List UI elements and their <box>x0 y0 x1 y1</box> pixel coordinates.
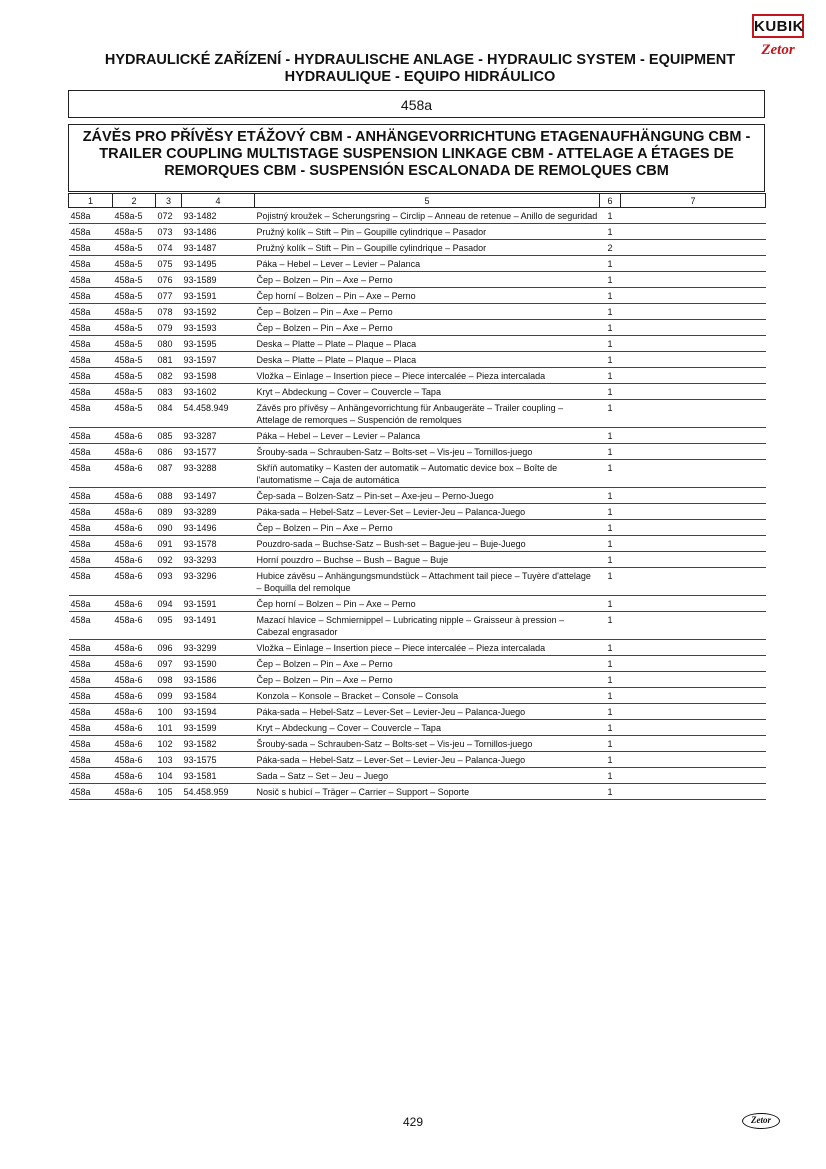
quantity-cell: 1 <box>600 504 621 520</box>
position-cell: 096 <box>156 640 182 656</box>
illustration-cell: 458a-5 <box>113 288 156 304</box>
note-cell <box>621 488 766 504</box>
position-cell: 089 <box>156 504 182 520</box>
position-cell: 103 <box>156 752 182 768</box>
quantity-cell: 1 <box>600 368 621 384</box>
group-cell: 458a <box>69 672 113 688</box>
illustration-cell: 458a-6 <box>113 656 156 672</box>
table-row <box>69 208 766 224</box>
illustration-cell: 458a-5 <box>113 368 156 384</box>
illustration-cell: 458a-6 <box>113 640 156 656</box>
position-cell: 090 <box>156 520 182 536</box>
note-cell <box>621 256 766 272</box>
group-cell: 458a <box>69 596 113 612</box>
footer-zetor-logo: Zetor <box>742 1113 780 1129</box>
kubik-logo: KUBIK <box>752 14 804 38</box>
description-cell: Čep – Bolzen – Pin – Axe – Perno <box>255 320 600 336</box>
group-cell: 458a <box>69 288 113 304</box>
position-cell: 104 <box>156 768 182 784</box>
position-cell: 073 <box>156 224 182 240</box>
part-number-cell: 93-1497 <box>182 488 255 504</box>
part-number-cell: 93-3287 <box>182 428 255 444</box>
column-header: 5 <box>255 194 600 208</box>
table-row <box>69 320 766 336</box>
table-row <box>69 536 766 552</box>
quantity-cell: 1 <box>600 428 621 444</box>
position-cell: 080 <box>156 336 182 352</box>
part-number-cell: 93-1591 <box>182 596 255 612</box>
description-cell: Šrouby-sada – Schrauben-Satz – Bolts-set – Vis-jeu – Tornillos-juego <box>255 736 600 752</box>
table-row <box>69 224 766 240</box>
position-cell: 091 <box>156 536 182 552</box>
position-cell: 092 <box>156 552 182 568</box>
position-cell: 100 <box>156 704 182 720</box>
group-cell: 458a <box>69 752 113 768</box>
note-cell <box>621 640 766 656</box>
illustration-cell: 458a-5 <box>113 240 156 256</box>
part-number-cell: 93-1487 <box>182 240 255 256</box>
part-number-cell: 93-1486 <box>182 224 255 240</box>
part-number-cell: 93-1595 <box>182 336 255 352</box>
parts-table-body <box>69 208 766 800</box>
description-cell: Páka – Hebel – Lever – Levier – Palanca <box>255 428 600 444</box>
note-cell <box>621 460 766 488</box>
note-cell <box>621 400 766 428</box>
quantity-cell: 2 <box>600 240 621 256</box>
quantity-cell: 1 <box>600 552 621 568</box>
group-cell: 458a <box>69 400 113 428</box>
group-cell: 458a <box>69 688 113 704</box>
note-cell <box>621 208 766 224</box>
table-row <box>69 612 766 640</box>
group-cell: 458a <box>69 656 113 672</box>
group-cell: 458a <box>69 736 113 752</box>
illustration-cell: 458a-6 <box>113 488 156 504</box>
note-cell <box>621 336 766 352</box>
quantity-cell: 1 <box>600 460 621 488</box>
illustration-cell: 458a-6 <box>113 752 156 768</box>
position-cell: 081 <box>156 352 182 368</box>
note-cell <box>621 704 766 720</box>
description-cell: Čep – Bolzen – Pin – Axe – Perno <box>255 520 600 536</box>
quantity-cell: 1 <box>600 520 621 536</box>
group-cell: 458a <box>69 304 113 320</box>
quantity-cell: 1 <box>600 304 621 320</box>
description-cell: Závěs pro přívěsy – Anhängevorrichtung für Anbaugeräte – Trailer coupling – Attelage de remorques – Suspención de remolques <box>255 400 600 428</box>
table-row <box>69 460 766 488</box>
quantity-cell: 1 <box>600 384 621 400</box>
description-cell: Pouzdro-sada – Buchse-Satz – Bush-set – Bague-jeu – Buje-Juego <box>255 536 600 552</box>
column-header: 2 <box>113 194 156 208</box>
description-cell: Vložka – Einlage – Insertion piece – Piece intercalée – Pieza intercalada <box>255 640 600 656</box>
position-cell: 086 <box>156 444 182 460</box>
part-number-cell: 54.458.949 <box>182 400 255 428</box>
note-cell <box>621 384 766 400</box>
table-row <box>69 272 766 288</box>
description-cell: Čep – Bolzen – Pin – Axe – Perno <box>255 656 600 672</box>
note-cell <box>621 288 766 304</box>
illustration-cell: 458a-5 <box>113 400 156 428</box>
quantity-cell: 1 <box>600 224 621 240</box>
quantity-cell: 1 <box>600 352 621 368</box>
description-cell: Šrouby-sada – Schrauben-Satz – Bolts-set – Vis-jeu – Tornillos-juego <box>255 444 600 460</box>
position-cell: 077 <box>156 288 182 304</box>
note-cell <box>621 536 766 552</box>
position-cell: 076 <box>156 272 182 288</box>
illustration-cell: 458a-6 <box>113 784 156 800</box>
group-cell: 458a <box>69 320 113 336</box>
part-number-cell: 93-1597 <box>182 352 255 368</box>
group-cell: 458a <box>69 568 113 596</box>
group-title-line-3: REMORQUES CBM - SUSPENSIÓN ESCALONADA DE REMOLQUES CBM <box>164 163 669 179</box>
note-cell <box>621 224 766 240</box>
description-cell: Kryt – Abdeckung – Cover – Couvercle – Tapa <box>255 384 600 400</box>
position-cell: 098 <box>156 672 182 688</box>
group-cell: 458a <box>69 384 113 400</box>
illustration-cell: 458a-5 <box>113 304 156 320</box>
table-row <box>69 656 766 672</box>
description-cell: Páka-sada – Hebel-Satz – Lever-Set – Levier-Jeu – Palanca-Juego <box>255 704 600 720</box>
table-row <box>69 720 766 736</box>
illustration-cell: 458a-6 <box>113 428 156 444</box>
table-row <box>69 784 766 800</box>
description-cell: Čep – Bolzen – Pin – Axe – Perno <box>255 272 600 288</box>
table-row <box>69 240 766 256</box>
note-cell <box>621 272 766 288</box>
quantity-cell: 1 <box>600 596 621 612</box>
note-cell <box>621 352 766 368</box>
description-cell: Pružný kolík – Stift – Pin – Goupille cylindrique – Pasador <box>255 240 600 256</box>
note-cell <box>621 784 766 800</box>
note-cell <box>621 240 766 256</box>
part-number-cell: 93-1496 <box>182 520 255 536</box>
column-header: 3 <box>156 194 182 208</box>
quantity-cell: 1 <box>600 320 621 336</box>
note-cell <box>621 752 766 768</box>
position-cell: 074 <box>156 240 182 256</box>
group-title <box>68 124 765 192</box>
illustration-cell: 458a-5 <box>113 320 156 336</box>
group-cell: 458a <box>69 272 113 288</box>
part-number-cell: 93-1491 <box>182 612 255 640</box>
group-cell: 458a <box>69 612 113 640</box>
illustration-cell: 458a-6 <box>113 520 156 536</box>
position-cell: 093 <box>156 568 182 596</box>
group-cell: 458a <box>69 444 113 460</box>
table-row <box>69 288 766 304</box>
description-cell: Pružný kolík – Stift – Pin – Goupille cylindrique – Pasador <box>255 224 600 240</box>
part-number-cell: 93-1602 <box>182 384 255 400</box>
group-cell: 458a <box>69 488 113 504</box>
note-cell <box>621 368 766 384</box>
description-cell: Páka-sada – Hebel-Satz – Lever-Set – Levier-Jeu – Palanca-Juego <box>255 504 600 520</box>
description-cell: Sada – Satz – Set – Jeu – Juego <box>255 768 600 784</box>
illustration-cell: 458a-5 <box>113 384 156 400</box>
position-cell: 094 <box>156 596 182 612</box>
illustration-cell: 458a-6 <box>113 768 156 784</box>
table-header-row <box>69 194 766 208</box>
note-cell <box>621 596 766 612</box>
part-number-cell: 93-3293 <box>182 552 255 568</box>
parts-table <box>68 193 766 800</box>
part-number-cell: 93-1575 <box>182 752 255 768</box>
part-number-cell: 93-1577 <box>182 444 255 460</box>
table-row <box>69 352 766 368</box>
part-number-cell: 93-1482 <box>182 208 255 224</box>
position-cell: 095 <box>156 612 182 640</box>
quantity-cell: 1 <box>600 768 621 784</box>
illustration-cell: 458a-5 <box>113 272 156 288</box>
part-number-cell: 54.458.959 <box>182 784 255 800</box>
description-cell: Pojistný kroužek – Scherungsring – Circlip – Anneau de retenue – Anillo de seguridad <box>255 208 600 224</box>
illustration-cell: 458a-6 <box>113 720 156 736</box>
quantity-cell: 1 <box>600 784 621 800</box>
table-row <box>69 256 766 272</box>
illustration-cell: 458a-6 <box>113 504 156 520</box>
table-row <box>69 568 766 596</box>
group-cell: 458a <box>69 520 113 536</box>
position-cell: 084 <box>156 400 182 428</box>
illustration-cell: 458a-6 <box>113 688 156 704</box>
note-cell <box>621 720 766 736</box>
position-cell: 082 <box>156 368 182 384</box>
description-cell: Mazací hlavice – Schmiernippel – Lubricating nipple – Graisseur à pression – Cabezal engrasador <box>255 612 600 640</box>
table-row <box>69 368 766 384</box>
illustration-cell: 458a-5 <box>113 336 156 352</box>
part-number-cell: 93-3299 <box>182 640 255 656</box>
table-row <box>69 672 766 688</box>
note-cell <box>621 768 766 784</box>
description-cell: Horní pouzdro – Buchse – Bush – Bague – Buje <box>255 552 600 568</box>
illustration-cell: 458a-6 <box>113 568 156 596</box>
column-header: 7 <box>621 194 766 208</box>
note-cell <box>621 656 766 672</box>
quantity-cell: 1 <box>600 752 621 768</box>
quantity-cell: 1 <box>600 488 621 504</box>
quantity-cell: 1 <box>600 568 621 596</box>
note-cell <box>621 504 766 520</box>
note-cell <box>621 688 766 704</box>
illustration-cell: 458a-6 <box>113 672 156 688</box>
position-cell: 097 <box>156 656 182 672</box>
description-cell: Čep-sada – Bolzen-Satz – Pin-set – Axe-jeu – Perno-Juego <box>255 488 600 504</box>
quantity-cell: 1 <box>600 612 621 640</box>
table-row <box>69 304 766 320</box>
part-number-cell: 93-1582 <box>182 736 255 752</box>
part-number-cell: 93-1591 <box>182 288 255 304</box>
group-cell: 458a <box>69 256 113 272</box>
quantity-cell: 1 <box>600 400 621 428</box>
table-row <box>69 400 766 428</box>
description-cell: Páka – Hebel – Lever – Levier – Palanca <box>255 256 600 272</box>
note-cell <box>621 612 766 640</box>
group-cell: 458a <box>69 640 113 656</box>
illustration-cell: 458a-6 <box>113 704 156 720</box>
description-cell: Čep horní – Bolzen – Pin – Axe – Perno <box>255 288 600 304</box>
group-cell: 458a <box>69 368 113 384</box>
table-row <box>69 488 766 504</box>
part-number-cell: 93-1495 <box>182 256 255 272</box>
quantity-cell: 1 <box>600 640 621 656</box>
group-cell: 458a <box>69 784 113 800</box>
note-cell <box>621 672 766 688</box>
description-cell: Čep horní – Bolzen – Pin – Axe – Perno <box>255 596 600 612</box>
note-cell <box>621 444 766 460</box>
group-code: 458a <box>68 90 765 118</box>
zetor-logo: Zetor <box>761 42 795 58</box>
position-cell: 085 <box>156 428 182 444</box>
quantity-cell: 1 <box>600 336 621 352</box>
part-number-cell: 93-1593 <box>182 320 255 336</box>
quantity-cell: 1 <box>600 272 621 288</box>
description-cell: Čep – Bolzen – Pin – Axe – Perno <box>255 672 600 688</box>
part-number-cell: 93-1599 <box>182 720 255 736</box>
note-cell <box>621 428 766 444</box>
part-number-cell: 93-3296 <box>182 568 255 596</box>
position-cell: 083 <box>156 384 182 400</box>
note-cell <box>621 304 766 320</box>
description-cell: Hubice závěsu – Anhängungsmundstück – Attachment tail piece – Tuyère d'attelage – Boquilla del remolque <box>255 568 600 596</box>
quantity-cell: 1 <box>600 672 621 688</box>
group-title-line-1: ZÁVĚS PRO PŘÍVĚSY ETÁŽOVÝ CBM - ANHÄNGEVORRICHTUNG ETAGENAUFHÄNGUNG CBM - <box>82 129 751 145</box>
part-number-cell: 93-1589 <box>182 272 255 288</box>
group-cell: 458a <box>69 704 113 720</box>
description-cell: Páka-sada – Hebel-Satz – Lever-Set – Levier-Jeu – Palanca-Juego <box>255 752 600 768</box>
group-cell: 458a <box>69 352 113 368</box>
table-row <box>69 384 766 400</box>
position-cell: 088 <box>156 488 182 504</box>
section-title-line-1: HYDRAULICKÉ ZAŘÍZENÍ - HYDRAULISCHE ANLAGE - HYDRAULIC SYSTEM - EQUIPMENT <box>104 52 736 68</box>
illustration-cell: 458a-6 <box>113 460 156 488</box>
group-title-line-2: TRAILER COUPLING MULTISTAGE SUSPENSION LINKAGE CBM - ATTELAGE A ÉTAGES DE <box>99 146 734 162</box>
illustration-cell: 458a-6 <box>113 612 156 640</box>
description-cell: Konzola – Konsole – Bracket – Console – Consola <box>255 688 600 704</box>
illustration-cell: 458a-5 <box>113 352 156 368</box>
section-title-line-2: HYDRAULIQUE - EQUIPO HIDRÁULICO <box>284 69 556 85</box>
column-header: 6 <box>600 194 621 208</box>
group-cell: 458a <box>69 224 113 240</box>
group-cell: 458a <box>69 240 113 256</box>
illustration-cell: 458a-6 <box>113 536 156 552</box>
table-row <box>69 444 766 460</box>
page-number: 429 <box>402 1115 424 1129</box>
position-cell: 102 <box>156 736 182 752</box>
illustration-cell: 458a-6 <box>113 552 156 568</box>
quantity-cell: 1 <box>600 208 621 224</box>
part-number-cell: 93-3288 <box>182 460 255 488</box>
part-number-cell: 93-1590 <box>182 656 255 672</box>
quantity-cell: 1 <box>600 256 621 272</box>
position-cell: 075 <box>156 256 182 272</box>
position-cell: 099 <box>156 688 182 704</box>
description-cell: Čep – Bolzen – Pin – Axe – Perno <box>255 304 600 320</box>
part-number-cell: 93-1592 <box>182 304 255 320</box>
note-cell <box>621 568 766 596</box>
table-row <box>69 336 766 352</box>
illustration-cell: 458a-6 <box>113 444 156 460</box>
note-cell <box>621 552 766 568</box>
quantity-cell: 1 <box>600 736 621 752</box>
illustration-cell: 458a-5 <box>113 208 156 224</box>
group-cell: 458a <box>69 460 113 488</box>
quantity-cell: 1 <box>600 704 621 720</box>
position-cell: 087 <box>156 460 182 488</box>
table-row <box>69 552 766 568</box>
note-cell <box>621 736 766 752</box>
column-header: 1 <box>69 194 113 208</box>
description-cell: Deska – Platte – Plate – Plaque – Placa <box>255 352 600 368</box>
position-cell: 078 <box>156 304 182 320</box>
part-number-cell: 93-1598 <box>182 368 255 384</box>
description-cell: Nosič s hubicí – Träger – Carrier – Support – Soporte <box>255 784 600 800</box>
part-number-cell: 93-1594 <box>182 704 255 720</box>
description-cell: Vložka – Einlage – Insertion piece – Piece intercalée – Pieza intercalada <box>255 368 600 384</box>
quantity-cell: 1 <box>600 536 621 552</box>
description-cell: Skříň automatiky – Kasten der automatik – Automatic device box – Boîte de l'automatisme – Caja de automática <box>255 460 600 488</box>
table-row <box>69 596 766 612</box>
part-number-cell: 93-1586 <box>182 672 255 688</box>
position-cell: 072 <box>156 208 182 224</box>
position-cell: 105 <box>156 784 182 800</box>
illustration-cell: 458a-6 <box>113 736 156 752</box>
table-row <box>69 736 766 752</box>
column-header: 4 <box>182 194 255 208</box>
description-cell: Kryt – Abdeckung – Cover – Couvercle – Tapa <box>255 720 600 736</box>
note-cell <box>621 520 766 536</box>
position-cell: 101 <box>156 720 182 736</box>
table-row <box>69 504 766 520</box>
group-cell: 458a <box>69 552 113 568</box>
illustration-cell: 458a-6 <box>113 596 156 612</box>
table-row <box>69 768 766 784</box>
group-cell: 458a <box>69 504 113 520</box>
part-number-cell: 93-1581 <box>182 768 255 784</box>
group-cell: 458a <box>69 428 113 444</box>
group-cell: 458a <box>69 336 113 352</box>
quantity-cell: 1 <box>600 720 621 736</box>
illustration-cell: 458a-5 <box>113 256 156 272</box>
note-cell <box>621 320 766 336</box>
quantity-cell: 1 <box>600 688 621 704</box>
quantity-cell: 1 <box>600 656 621 672</box>
part-number-cell: 93-3289 <box>182 504 255 520</box>
group-cell: 458a <box>69 720 113 736</box>
part-number-cell: 93-1578 <box>182 536 255 552</box>
table-row <box>69 688 766 704</box>
illustration-cell: 458a-5 <box>113 224 156 240</box>
group-cell: 458a <box>69 768 113 784</box>
table-row <box>69 640 766 656</box>
group-cell: 458a <box>69 536 113 552</box>
position-cell: 079 <box>156 320 182 336</box>
table-row <box>69 752 766 768</box>
description-cell: Deska – Platte – Plate – Plaque – Placa <box>255 336 600 352</box>
part-number-cell: 93-1584 <box>182 688 255 704</box>
table-row <box>69 520 766 536</box>
quantity-cell: 1 <box>600 288 621 304</box>
group-cell: 458a <box>69 208 113 224</box>
quantity-cell: 1 <box>600 444 621 460</box>
table-row <box>69 428 766 444</box>
table-row <box>69 704 766 720</box>
